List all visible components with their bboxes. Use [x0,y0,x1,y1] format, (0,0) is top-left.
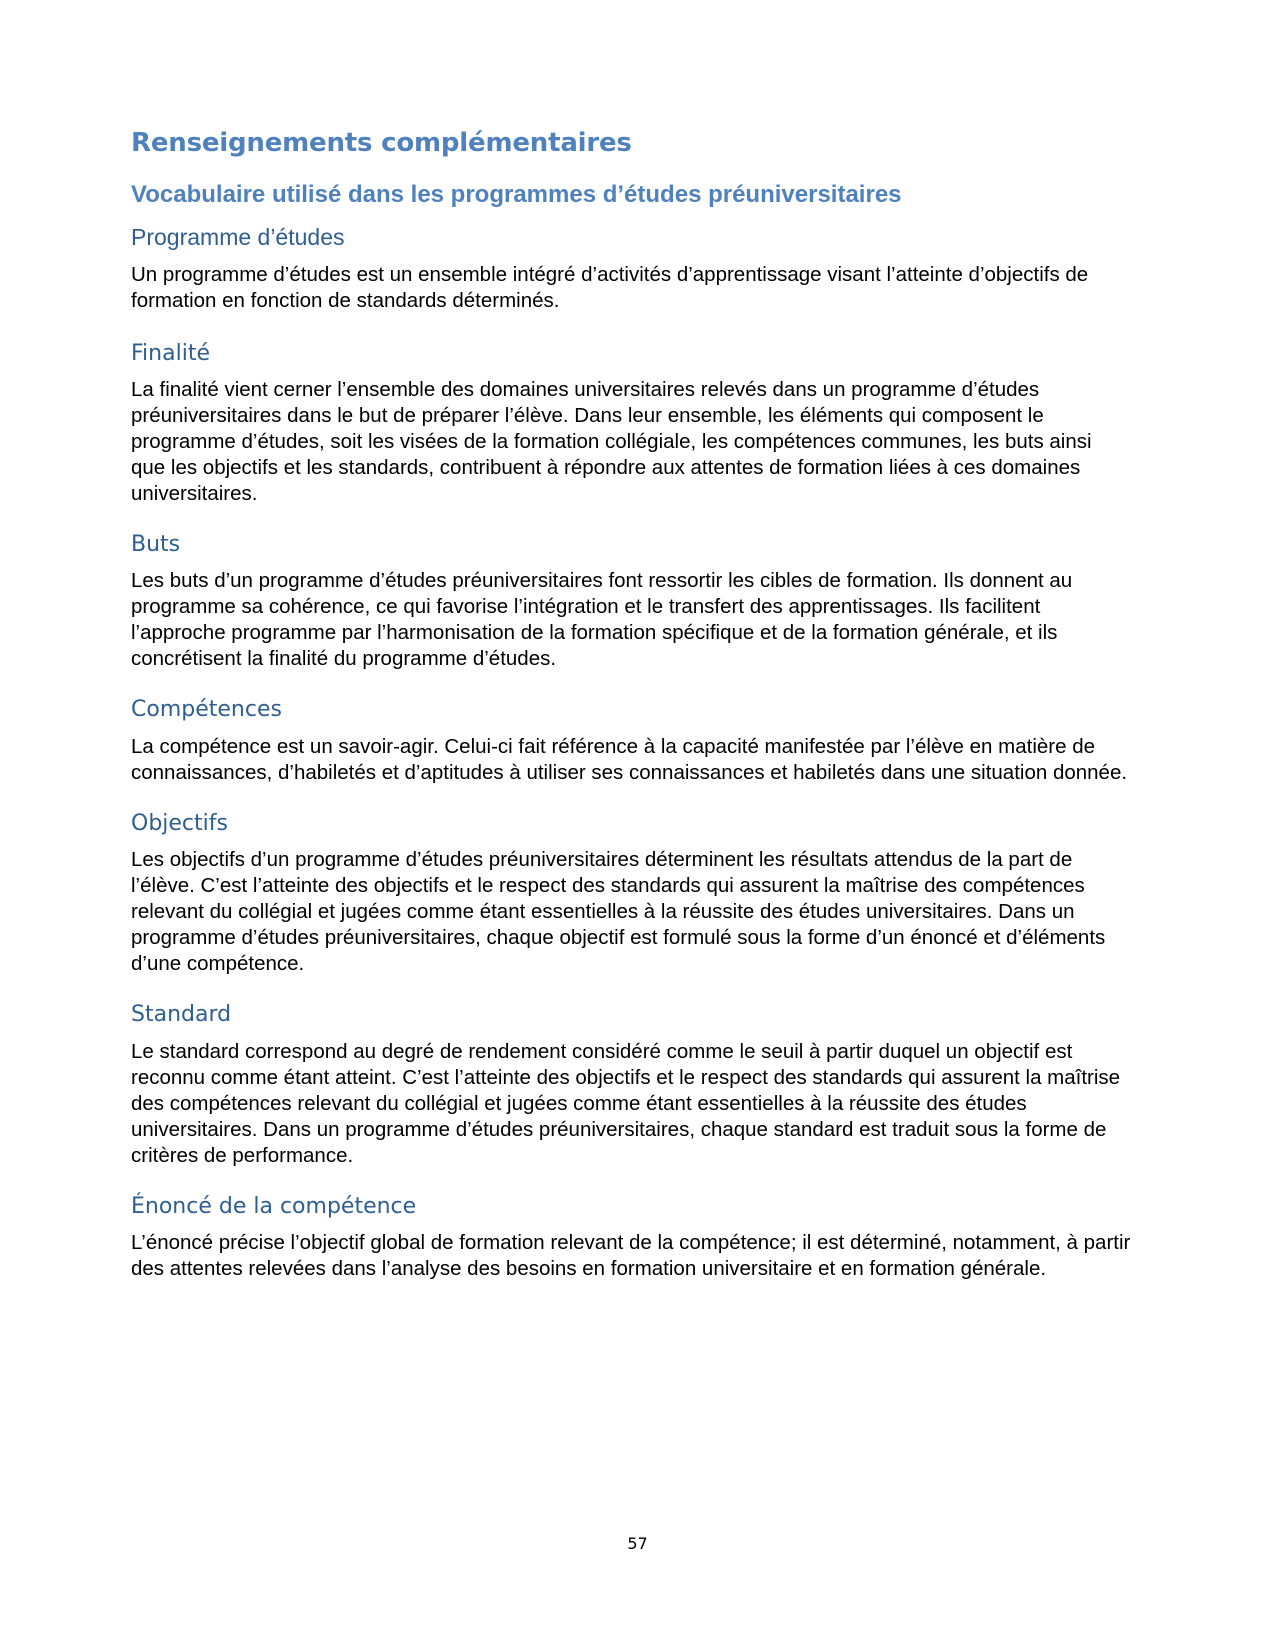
section-heading: Standard [131,1002,232,1028]
page-title: Renseignements complémentaires [131,128,632,158]
section-body: L’énoncé précise l’objectif global de formation relevant de la compétence; il est déterminé, notamment, à partir des attentes relevées dans l’analyse des besoins en formation universitaire et en formation générale. [131,1230,1131,1280]
section-heading: Énoncé de la compétence [131,1193,417,1219]
section-heading: Compétences [131,697,282,723]
section-body: La compétence est un savoir-agir. Celui-ci fait référence à la capacité manifestée par l’élève en matière de connaissances, d’habiletés et d’aptitudes à utiliser ses connaissances et habiletés dans une situation donnée. [131,734,1128,784]
section-body: Le standard correspond au degré de rendement considéré comme le seuil à partir duquel un objectif est reconnu comme étant atteint. C’est l’atteinte des objectifs et le respect des standards qui assurent la maîtrise des compétences relevant du collégial et jugées comme étant essentielles à la réussite des études universitaires. Dans un programme d’études préuniversitaires, chaque standard est traduit sous la forme de critères de performance. [131,1039,1121,1167]
section-body: Les buts d’un programme d’études préuniversitaires font ressortir les cibles de formation. Ils donnent au programme sa cohérence, ce qui favorise l’intégration et le transfert des apprentissages. Ils facilitent l’approche programme par l’harmonisation de la formation spécifique et de la formation générale, et ils concrétisent la finalité du programme d’études. [131,569,1073,671]
section-enonce [131,1194,1131,1282]
document-page [131,128,1131,1307]
page-number: 57 [627,1534,648,1553]
section-body: Un programme d’études est un ensemble intégré d’activités d’apprentissage visant l’atteinte d’objectifs de formation en fonction de standards déterminés. [131,262,1089,312]
section-finalite [131,341,1131,507]
section-body: Les objectifs d’un programme d’études préuniversitaires déterminent les résultats attendus de la part de l’élève. C’est l’atteinte des objectifs et le respect des standards qui assurent la maîtrise des compétences relevant du collégial et jugées comme étant essentielles à la réussite des études universitaires. Dans un programme d’études préuniversitaires, chaque objectif est formulé sous la forme d’un énoncé et d’éléments d’une compétence. [131,848,1106,976]
section-buts [131,532,1131,672]
section-body: La finalité vient cerner l’ensemble des domaines universitaires relevés dans un programme d’études préuniversitaires dans le but de préparer l’élève. Dans leur ensemble, les éléments qui composent le programme d’études, soit les visées de la formation collégiale, les compétences communes, les buts ainsi que les objectifs et les standards, contribuent à répondre aux attentes de formation liées à ces domaines universitaires. [131,377,1092,505]
section-heading: Finalité [131,340,210,366]
section-programme [131,224,1131,314]
section-heading: Programme d’études [131,223,345,250]
section-competences [131,697,1131,785]
section-heading: Buts [131,531,181,557]
page-subtitle: Vocabulaire utilisé dans les programmes d’études préuniversitaires [131,181,902,209]
section-objectifs [131,811,1131,977]
section-standard [131,1002,1131,1168]
section-heading: Objectifs [131,810,228,836]
